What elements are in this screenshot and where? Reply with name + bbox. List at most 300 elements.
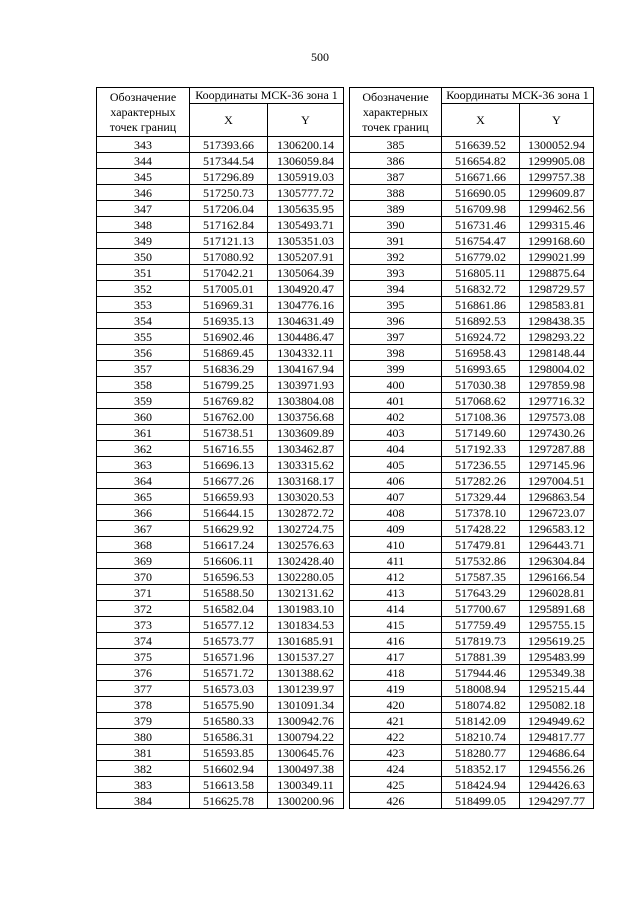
table-row — [97, 793, 344, 809]
table-row — [350, 249, 594, 265]
table-row — [350, 665, 594, 681]
point-number: 348 — [97, 217, 190, 233]
y-coordinate: 1303804.08 — [268, 393, 344, 409]
x-coordinate: 517428.22 — [442, 521, 520, 537]
x-coordinate: 517162.84 — [190, 217, 268, 233]
table-row — [97, 377, 344, 393]
point-number: 370 — [97, 569, 190, 585]
table-row — [97, 441, 344, 457]
x-coordinate: 518352.17 — [442, 761, 520, 777]
point-number: 371 — [97, 585, 190, 601]
y-coordinate: 1301685.91 — [268, 633, 344, 649]
x-coordinate: 516629.92 — [190, 521, 268, 537]
x-coordinate: 516754.47 — [442, 233, 520, 249]
table-row — [350, 345, 594, 361]
y-coordinate: 1306200.14 — [268, 137, 344, 153]
point-number: 368 — [97, 537, 190, 553]
point-number: 373 — [97, 617, 190, 633]
point-number: 369 — [97, 553, 190, 569]
table-row — [350, 777, 594, 793]
point-number: 388 — [350, 185, 442, 201]
y-coordinate: 1297859.98 — [520, 377, 594, 393]
y-coordinate: 1304920.47 — [268, 281, 344, 297]
y-coordinate: 1298293.22 — [520, 329, 594, 345]
point-number: 390 — [350, 217, 442, 233]
table-row — [350, 649, 594, 665]
point-number: 359 — [97, 393, 190, 409]
y-coordinate: 1300052.94 — [520, 137, 594, 153]
table-row — [97, 681, 344, 697]
table-row — [350, 489, 594, 505]
point-number: 396 — [350, 313, 442, 329]
table-row — [97, 521, 344, 537]
x-coordinate: 516573.77 — [190, 633, 268, 649]
y-coordinate: 1300497.38 — [268, 761, 344, 777]
point-number: 364 — [97, 473, 190, 489]
y-coordinate: 1299905.08 — [520, 153, 594, 169]
x-coordinate: 516892.53 — [442, 313, 520, 329]
table-row — [350, 473, 594, 489]
coords-label-header: Координаты МСК-36 зона 1 — [442, 88, 594, 104]
page-number: 500 — [311, 50, 329, 64]
x-coordinate: 517236.55 — [442, 457, 520, 473]
point-number: 423 — [350, 745, 442, 761]
point-number: 363 — [97, 457, 190, 473]
table-row — [350, 185, 594, 201]
table-row — [350, 137, 594, 153]
point-number: 381 — [97, 745, 190, 761]
y-coordinate: 1298004.02 — [520, 361, 594, 377]
y-coordinate: 1304332.11 — [268, 345, 344, 361]
point-number: 357 — [97, 361, 190, 377]
x-coordinate: 516582.04 — [190, 601, 268, 617]
x-coordinate: 516602.94 — [190, 761, 268, 777]
table-row — [97, 489, 344, 505]
table-row — [97, 553, 344, 569]
header-row — [97, 88, 344, 104]
y-coordinate: 1296166.54 — [520, 569, 594, 585]
point-number: 416 — [350, 633, 442, 649]
y-coordinate: 1294297.77 — [520, 793, 594, 809]
point-number: 362 — [97, 441, 190, 457]
y-coordinate: 1306059.84 — [268, 153, 344, 169]
y-coordinate: 1300942.76 — [268, 713, 344, 729]
y-coordinate: 1301983.10 — [268, 601, 344, 617]
x-coordinate: 517329.44 — [442, 489, 520, 505]
table-row — [350, 281, 594, 297]
point-number: 413 — [350, 585, 442, 601]
table-row — [350, 425, 594, 441]
point-number: 418 — [350, 665, 442, 681]
table-row — [97, 329, 344, 345]
x-coordinate: 516671.66 — [442, 169, 520, 185]
y-coordinate: 1294426.63 — [520, 777, 594, 793]
point-number: 414 — [350, 601, 442, 617]
x-coordinate: 517393.66 — [190, 137, 268, 153]
x-coordinate: 517881.39 — [442, 649, 520, 665]
x-coordinate: 516924.72 — [442, 329, 520, 345]
x-coordinate: 516571.96 — [190, 649, 268, 665]
x-coordinate: 516593.85 — [190, 745, 268, 761]
table-row — [350, 729, 594, 745]
y-coordinate: 1303168.17 — [268, 473, 344, 489]
table-row — [350, 457, 594, 473]
y-coordinate: 1295082.18 — [520, 697, 594, 713]
y-coordinate: 1300794.22 — [268, 729, 344, 745]
point-number: 365 — [97, 489, 190, 505]
x-coordinate: 516861.86 — [442, 297, 520, 313]
y-coordinate: 1295215.44 — [520, 681, 594, 697]
y-coordinate: 1299757.38 — [520, 169, 594, 185]
x-coordinate: 516588.50 — [190, 585, 268, 601]
y-coordinate: 1297145.96 — [520, 457, 594, 473]
table-row — [350, 537, 594, 553]
x-coordinate: 516613.58 — [190, 777, 268, 793]
x-coordinate: 518074.82 — [442, 697, 520, 713]
point-number: 376 — [97, 665, 190, 681]
point-number: 394 — [350, 281, 442, 297]
table-row — [350, 313, 594, 329]
table-row — [350, 169, 594, 185]
table-row — [350, 585, 594, 601]
y-coordinate: 1303315.62 — [268, 457, 344, 473]
point-number: 366 — [97, 505, 190, 521]
x-coordinate: 516731.46 — [442, 217, 520, 233]
y-coordinate: 1305064.39 — [268, 265, 344, 281]
x-coordinate: 517700.67 — [442, 601, 520, 617]
y-coordinate: 1303756.68 — [268, 409, 344, 425]
point-number: 351 — [97, 265, 190, 281]
table-row — [97, 217, 344, 233]
point-number: 347 — [97, 201, 190, 217]
y-coordinate: 1295349.38 — [520, 665, 594, 681]
y-coordinate: 1303971.93 — [268, 377, 344, 393]
point-number: 411 — [350, 553, 442, 569]
table-row — [97, 761, 344, 777]
y-coordinate: 1294686.64 — [520, 745, 594, 761]
coords-label-header: Координаты МСК-36 зона 1 — [190, 88, 344, 104]
point-number: 407 — [350, 489, 442, 505]
point-number: 391 — [350, 233, 442, 249]
y-coordinate: 1294817.77 — [520, 729, 594, 745]
y-coordinate: 1305777.72 — [268, 185, 344, 201]
y-coordinate: 1295891.68 — [520, 601, 594, 617]
x-coordinate: 517759.49 — [442, 617, 520, 633]
y-coordinate: 1299168.60 — [520, 233, 594, 249]
point-number: 393 — [350, 265, 442, 281]
table-row — [97, 169, 344, 185]
table-row — [97, 409, 344, 425]
y-coordinate: 1304631.49 — [268, 313, 344, 329]
y-coordinate: 1294556.26 — [520, 761, 594, 777]
x-coordinate: 516738.51 — [190, 425, 268, 441]
point-number: 356 — [97, 345, 190, 361]
x-coordinate: 517296.89 — [190, 169, 268, 185]
table-row — [350, 265, 594, 281]
y-coordinate: 1305919.03 — [268, 169, 344, 185]
x-coordinate: 518280.77 — [442, 745, 520, 761]
point-number: 400 — [350, 377, 442, 393]
point-number: 395 — [350, 297, 442, 313]
y-coordinate: 1295619.25 — [520, 633, 594, 649]
table-row — [350, 153, 594, 169]
y-coordinate: 1296304.84 — [520, 553, 594, 569]
point-number: 412 — [350, 569, 442, 585]
point-number: 352 — [97, 281, 190, 297]
x-header: X — [442, 104, 520, 137]
point-number: 419 — [350, 681, 442, 697]
point-number: 343 — [97, 137, 190, 153]
table-row — [97, 185, 344, 201]
point-number: 380 — [97, 729, 190, 745]
y-coordinate: 1298438.35 — [520, 313, 594, 329]
point-number: 402 — [350, 409, 442, 425]
y-coordinate: 1300349.11 — [268, 777, 344, 793]
x-coordinate: 517944.46 — [442, 665, 520, 681]
x-coordinate: 518424.94 — [442, 777, 520, 793]
x-coordinate: 516799.25 — [190, 377, 268, 393]
x-coordinate: 517643.29 — [442, 585, 520, 601]
x-coordinate: 516869.45 — [190, 345, 268, 361]
table-row — [97, 425, 344, 441]
table-row — [97, 473, 344, 489]
point-number: 398 — [350, 345, 442, 361]
point-number: 408 — [350, 505, 442, 521]
x-coordinate: 516677.26 — [190, 473, 268, 489]
table-row — [97, 633, 344, 649]
x-coordinate: 516575.90 — [190, 697, 268, 713]
x-coordinate: 516639.52 — [442, 137, 520, 153]
point-number: 424 — [350, 761, 442, 777]
x-coordinate: 517080.92 — [190, 249, 268, 265]
x-coordinate: 518008.94 — [442, 681, 520, 697]
table-row — [350, 377, 594, 393]
table-row — [350, 361, 594, 377]
table-row — [97, 745, 344, 761]
x-coordinate: 518210.74 — [442, 729, 520, 745]
table-row — [97, 537, 344, 553]
table-row — [97, 649, 344, 665]
y-coordinate: 1305351.03 — [268, 233, 344, 249]
x-coordinate: 516969.31 — [190, 297, 268, 313]
y-coordinate: 1299609.87 — [520, 185, 594, 201]
table-row — [97, 313, 344, 329]
table-row — [350, 441, 594, 457]
y-coordinate: 1301239.97 — [268, 681, 344, 697]
table-row — [350, 793, 594, 809]
y-coordinate: 1294949.62 — [520, 713, 594, 729]
point-number: 409 — [350, 521, 442, 537]
x-coordinate: 516617.24 — [190, 537, 268, 553]
table-row — [97, 665, 344, 681]
y-coordinate: 1301537.27 — [268, 649, 344, 665]
point-number: 406 — [350, 473, 442, 489]
y-coordinate: 1298148.44 — [520, 345, 594, 361]
point-number: 345 — [97, 169, 190, 185]
point-number: 375 — [97, 649, 190, 665]
x-coordinate: 516573.03 — [190, 681, 268, 697]
table-row — [97, 729, 344, 745]
point-number: 372 — [97, 601, 190, 617]
table-row — [350, 505, 594, 521]
table-row — [97, 713, 344, 729]
point-number: 410 — [350, 537, 442, 553]
y-header: Y — [520, 104, 594, 137]
point-number: 355 — [97, 329, 190, 345]
point-number: 384 — [97, 793, 190, 809]
y-coordinate: 1299021.99 — [520, 249, 594, 265]
y-coordinate: 1301388.62 — [268, 665, 344, 681]
table-row — [350, 713, 594, 729]
y-coordinate: 1300645.76 — [268, 745, 344, 761]
x-coordinate: 518142.09 — [442, 713, 520, 729]
point-number: 377 — [97, 681, 190, 697]
x-coordinate: 517005.01 — [190, 281, 268, 297]
table-row — [350, 217, 594, 233]
table-row — [350, 745, 594, 761]
x-header: X — [190, 104, 268, 137]
x-coordinate: 516577.12 — [190, 617, 268, 633]
table-row — [350, 393, 594, 409]
point-number: 350 — [97, 249, 190, 265]
table-row — [97, 569, 344, 585]
table-row — [350, 601, 594, 617]
x-coordinate: 517819.73 — [442, 633, 520, 649]
y-coordinate: 1300200.96 — [268, 793, 344, 809]
y-coordinate: 1297004.51 — [520, 473, 594, 489]
coordinates-table-right — [349, 87, 594, 809]
x-coordinate: 516580.33 — [190, 713, 268, 729]
point-number: 397 — [350, 329, 442, 345]
point-number: 349 — [97, 233, 190, 249]
table-row — [97, 361, 344, 377]
table-row — [97, 201, 344, 217]
x-coordinate: 516993.65 — [442, 361, 520, 377]
point-number: 344 — [97, 153, 190, 169]
y-coordinate: 1298875.64 — [520, 265, 594, 281]
y-coordinate: 1302428.40 — [268, 553, 344, 569]
point-number: 404 — [350, 441, 442, 457]
point-label-header: Обозначение характерных точек границ — [97, 88, 190, 137]
table-row — [97, 505, 344, 521]
y-coordinate: 1301834.53 — [268, 617, 344, 633]
x-coordinate: 517532.86 — [442, 553, 520, 569]
x-coordinate: 517378.10 — [442, 505, 520, 521]
x-coordinate: 517149.60 — [442, 425, 520, 441]
table-row — [97, 297, 344, 313]
x-coordinate: 517042.21 — [190, 265, 268, 281]
x-coordinate: 517282.26 — [442, 473, 520, 489]
y-coordinate: 1296723.07 — [520, 505, 594, 521]
table-row — [350, 409, 594, 425]
point-number: 417 — [350, 649, 442, 665]
table-row — [97, 457, 344, 473]
y-coordinate: 1297287.88 — [520, 441, 594, 457]
point-number: 405 — [350, 457, 442, 473]
x-coordinate: 518499.05 — [442, 793, 520, 809]
y-coordinate: 1304776.16 — [268, 297, 344, 313]
point-number: 426 — [350, 793, 442, 809]
point-number: 353 — [97, 297, 190, 313]
x-coordinate: 516625.78 — [190, 793, 268, 809]
point-number: 399 — [350, 361, 442, 377]
point-number: 403 — [350, 425, 442, 441]
x-coordinate: 516606.11 — [190, 553, 268, 569]
y-coordinate: 1296443.71 — [520, 537, 594, 553]
point-number: 422 — [350, 729, 442, 745]
x-coordinate: 516654.82 — [442, 153, 520, 169]
x-coordinate: 517121.13 — [190, 233, 268, 249]
table-row — [350, 697, 594, 713]
x-coordinate: 516836.29 — [190, 361, 268, 377]
y-coordinate: 1302131.62 — [268, 585, 344, 601]
y-coordinate: 1305207.91 — [268, 249, 344, 265]
point-number: 382 — [97, 761, 190, 777]
table-row — [97, 265, 344, 281]
table-row — [350, 761, 594, 777]
point-number: 378 — [97, 697, 190, 713]
table-row — [97, 697, 344, 713]
point-number: 367 — [97, 521, 190, 537]
point-number: 354 — [97, 313, 190, 329]
table-row — [350, 553, 594, 569]
y-coordinate: 1296863.54 — [520, 489, 594, 505]
x-coordinate: 516935.13 — [190, 313, 268, 329]
y-coordinate: 1305493.71 — [268, 217, 344, 233]
point-number: 374 — [97, 633, 190, 649]
y-coordinate: 1303609.89 — [268, 425, 344, 441]
x-coordinate: 516832.72 — [442, 281, 520, 297]
table-row — [350, 617, 594, 633]
point-number: 361 — [97, 425, 190, 441]
point-number: 360 — [97, 409, 190, 425]
point-number: 387 — [350, 169, 442, 185]
table-row — [350, 633, 594, 649]
x-coordinate: 517192.33 — [442, 441, 520, 457]
point-number: 379 — [97, 713, 190, 729]
point-number: 389 — [350, 201, 442, 217]
x-coordinate: 516709.98 — [442, 201, 520, 217]
y-coordinate: 1303020.53 — [268, 489, 344, 505]
table-row — [350, 681, 594, 697]
x-coordinate: 517068.62 — [442, 393, 520, 409]
y-coordinate: 1301091.34 — [268, 697, 344, 713]
x-coordinate: 516659.93 — [190, 489, 268, 505]
y-header: Y — [268, 104, 344, 137]
table-row — [97, 617, 344, 633]
y-coordinate: 1296583.12 — [520, 521, 594, 537]
table-row — [350, 569, 594, 585]
y-coordinate: 1295755.15 — [520, 617, 594, 633]
x-coordinate: 516696.13 — [190, 457, 268, 473]
table-row — [97, 345, 344, 361]
x-coordinate: 516716.55 — [190, 441, 268, 457]
table-row — [350, 201, 594, 217]
y-coordinate: 1299315.46 — [520, 217, 594, 233]
y-coordinate: 1299462.56 — [520, 201, 594, 217]
table-row — [350, 521, 594, 537]
x-coordinate: 517206.04 — [190, 201, 268, 217]
x-coordinate: 516902.46 — [190, 329, 268, 345]
x-coordinate: 516586.31 — [190, 729, 268, 745]
y-coordinate: 1297430.26 — [520, 425, 594, 441]
x-coordinate: 516644.15 — [190, 505, 268, 521]
point-label-header: Обозначение характерных точек границ — [350, 88, 442, 137]
x-coordinate: 516690.05 — [442, 185, 520, 201]
table-row — [97, 777, 344, 793]
y-coordinate: 1298729.57 — [520, 281, 594, 297]
point-number: 358 — [97, 377, 190, 393]
